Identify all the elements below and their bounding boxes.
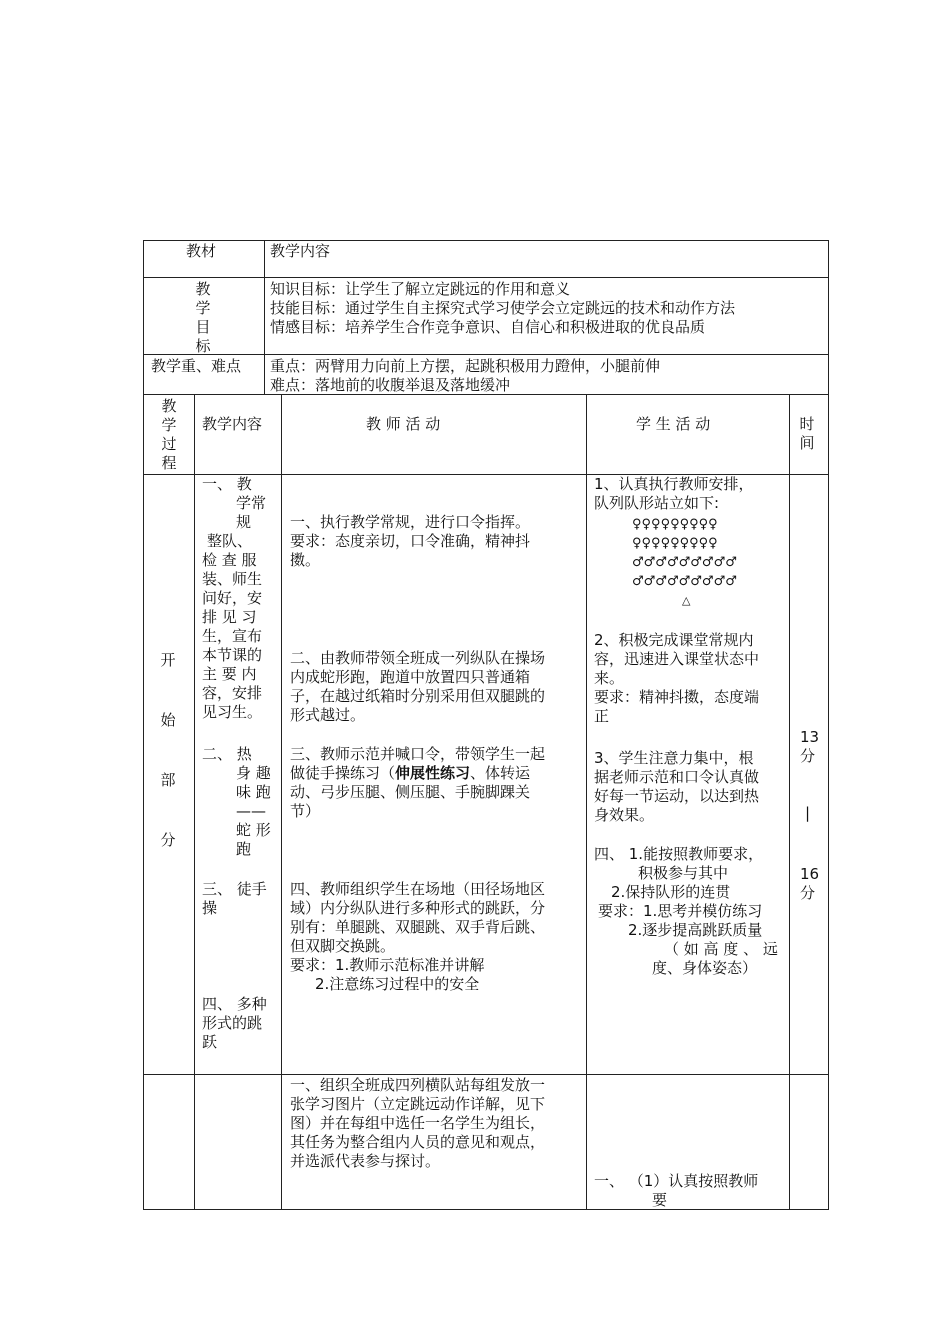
header-material: 教材 (186, 242, 217, 260)
student-activity-header: 学 生 活 动 (636, 415, 711, 433)
start-section-label: 开 始 部 分 (160, 651, 176, 849)
teacher-position-icon: △ (682, 594, 691, 607)
process-content-header: 教学内容 (202, 415, 263, 433)
table-border-right (828, 240, 829, 1210)
key-point: 重点：两臂用力向前上方摆，起跳积极用力蹬伸，小腿前伸 (270, 357, 661, 375)
row-divider (143, 277, 829, 278)
table-border-top (143, 240, 829, 241)
difficult-point: 难点：落地前的收腹举退及落地缓冲 (270, 376, 511, 394)
emotion-objective: 情感目标：培养学生合作竞争意识、自信心和积极进取的优良品质 (270, 318, 706, 336)
process-label: 教 学 过 程 (161, 397, 177, 472)
col-divider (194, 394, 195, 1210)
table-border-left (143, 240, 144, 1210)
row-divider (143, 354, 829, 355)
col-divider (264, 240, 265, 395)
header-content: 教学内容 (270, 242, 331, 260)
keypoints-label: 教学重、难点 (151, 357, 242, 375)
skill-objective: 技能目标：通过学生自主探究式学习使学会立定跳远的技术和动作方法 (270, 299, 736, 317)
teacher-activity-header: 教 师 活 动 (366, 415, 441, 433)
time-header: 时 间 (799, 415, 815, 452)
objectives-label: 教 学 目 标 (195, 280, 211, 355)
row-divider (143, 1074, 829, 1075)
table-border-bottom (143, 1209, 829, 1210)
col-divider (586, 394, 587, 1210)
col-divider (789, 394, 790, 1210)
col-divider (281, 394, 282, 1210)
knowledge-objective: 知识目标：让学生了解立定跳远的作用和意义 (270, 280, 571, 298)
